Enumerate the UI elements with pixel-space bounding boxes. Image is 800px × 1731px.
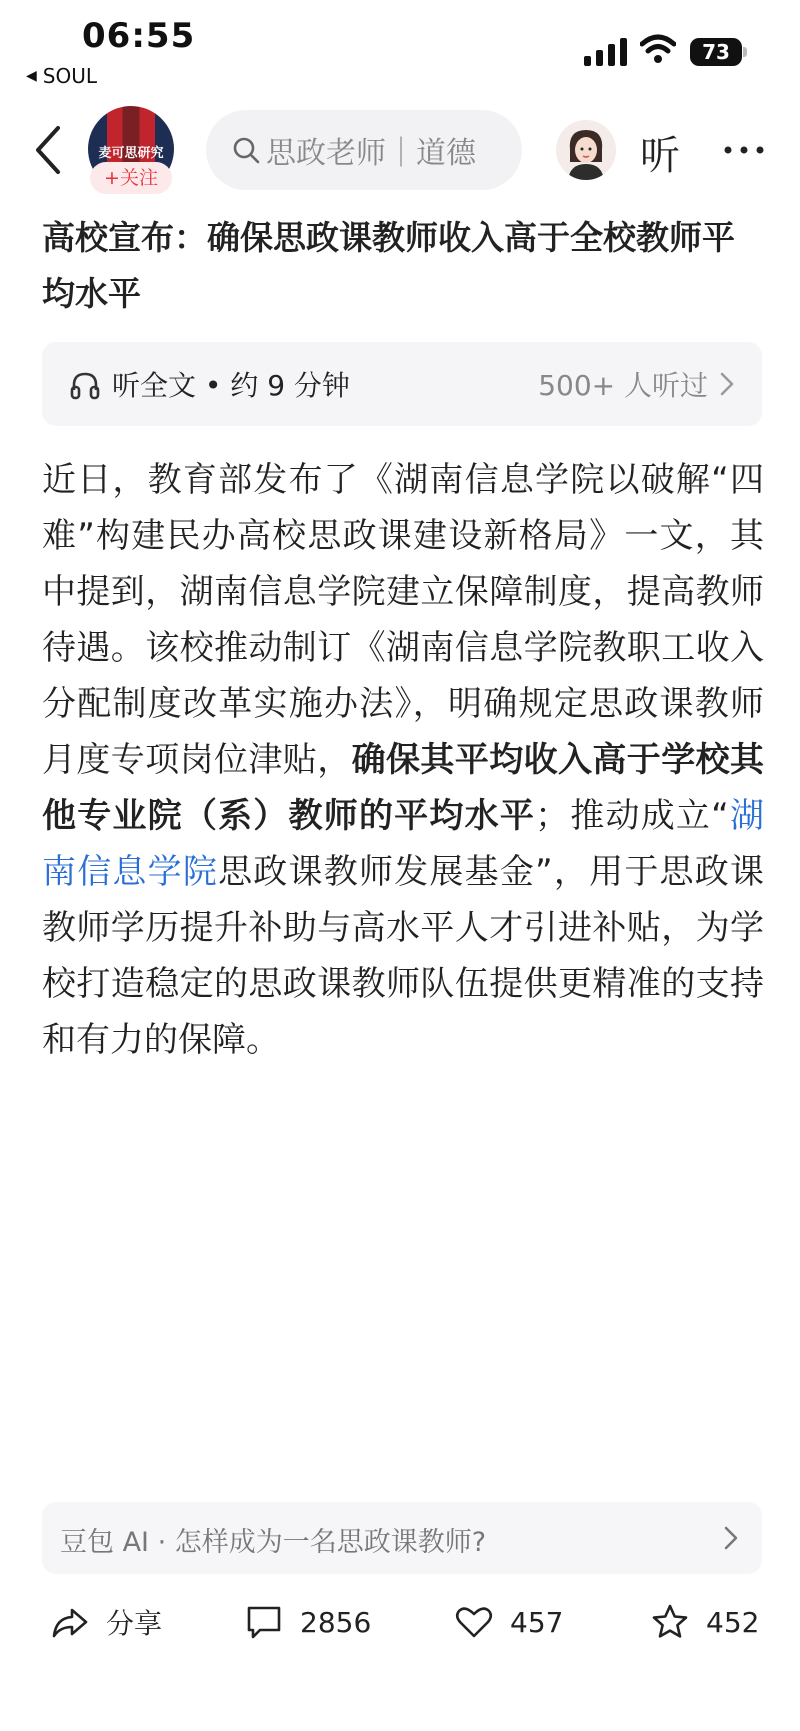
body-text-2: ；推动成立“ bbox=[535, 796, 729, 836]
share-label: 分享 bbox=[106, 1607, 163, 1640]
listen-duration-label: 听全文 • 约 9 分钟 bbox=[112, 369, 350, 402]
back-app-label: SOUL bbox=[42, 64, 97, 88]
body-text-1: 近日，教育部发布了《湖南信息学院以破解“四难”构建民办高校思政课建设新格局》一文，其中提到，湖南信息学院建立保障制度，提高教师待遇。该校推动制订《湖南信息学院教职工收入分配制度改革实施办法》，明确规定思政课教师月度专项岗位津贴， bbox=[42, 460, 764, 780]
chevron-right-icon bbox=[724, 1526, 738, 1550]
battery-level: 73 bbox=[690, 38, 742, 66]
body-text-3: 思政课教师发展基金”，用于思政课教师学历提升补助与高水平人才引进补贴，为学校打造稳定的思政课教师队伍提供更精准的支持和有力的保障。 bbox=[42, 852, 764, 1060]
comment-icon bbox=[244, 1602, 284, 1642]
account-avatar[interactable] bbox=[88, 106, 174, 192]
more-icon[interactable] bbox=[720, 132, 768, 168]
ai-suggestion-card[interactable] bbox=[42, 1502, 762, 1574]
listen-count-label: 500+ 人听过 bbox=[538, 369, 708, 402]
share-icon bbox=[50, 1602, 90, 1642]
follow-button[interactable]: +关注 bbox=[90, 162, 172, 194]
search-query: 思政老师｜道德 bbox=[266, 136, 476, 171]
favorite-count: 452 bbox=[706, 1605, 760, 1639]
status-time: 06:55 bbox=[82, 16, 196, 56]
chevron-right-icon bbox=[720, 372, 734, 396]
battery-indicator bbox=[690, 38, 748, 66]
search-icon bbox=[232, 136, 260, 164]
comment-count: 2856 bbox=[300, 1605, 372, 1639]
article-title: 高校宣布：确保思政课教师收入高于全校教师平均水平 bbox=[42, 218, 735, 313]
favorite-button[interactable] bbox=[650, 1600, 759, 1644]
comment-button[interactable] bbox=[244, 1600, 371, 1644]
back-to-app[interactable] bbox=[26, 64, 97, 88]
headphones-icon bbox=[70, 370, 100, 400]
like-button[interactable] bbox=[454, 1600, 563, 1644]
listen-avatar-icon[interactable] bbox=[556, 120, 616, 180]
ai-suggestion-text: 豆包 AI · 怎样成为一名思政课教师? bbox=[60, 1527, 487, 1558]
back-icon[interactable] bbox=[30, 122, 66, 178]
account-name: 麦可思研究 bbox=[98, 146, 164, 161]
back-triangle-icon: ◀ bbox=[26, 68, 37, 84]
share-button[interactable] bbox=[50, 1600, 162, 1644]
article-body bbox=[42, 452, 764, 1068]
school-link[interactable]: 湖南信息学院 bbox=[42, 796, 764, 892]
search-input[interactable] bbox=[206, 110, 522, 190]
like-count: 457 bbox=[510, 1605, 564, 1639]
listen-full-text-card[interactable] bbox=[42, 342, 762, 426]
heart-icon bbox=[454, 1602, 494, 1642]
listen-button[interactable]: 听 bbox=[640, 133, 680, 179]
signal-icon bbox=[584, 38, 628, 66]
star-icon bbox=[650, 1602, 690, 1642]
body-text-bold: 确保其平均收入高于学校其他专业院（系）教师的平均水平 bbox=[42, 740, 765, 836]
wifi-icon bbox=[640, 34, 676, 64]
